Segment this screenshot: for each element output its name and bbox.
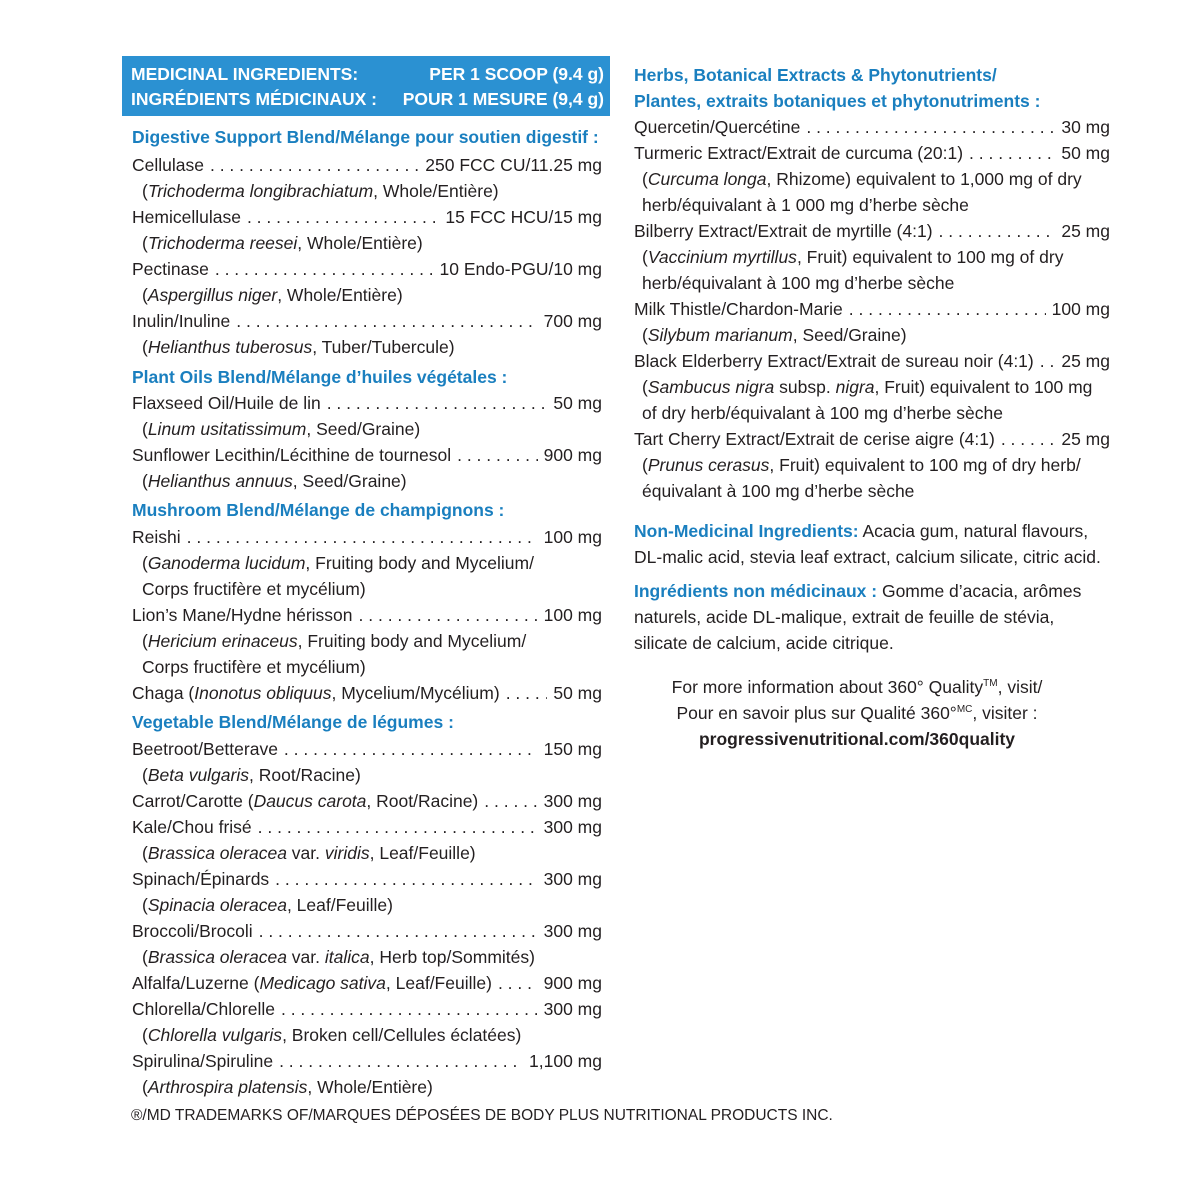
scientific-name: Sambucus nigra	[647, 377, 775, 397]
ingredient-source: (Aspergillus niger, Whole/Entière)	[142, 285, 403, 305]
leader-dots	[247, 204, 439, 230]
leader-dots	[215, 256, 434, 282]
ingredient-name: Chlorella/Chlorelle	[132, 999, 275, 1019]
scientific-name: Medicago sativa	[259, 973, 386, 993]
ingredient-source: (Brassica oleracea var. italica, Herb top/Sommités)	[142, 947, 535, 967]
variety-name: viridis	[324, 843, 370, 863]
ingredient-amount: 25 mg	[1061, 429, 1110, 449]
ingredient-source: (Helianthus annuus, Seed/Graine)	[142, 471, 407, 491]
scientific-name: Silybum marianum	[647, 325, 793, 345]
ingredient-source: (Sambucus nigra subsp. nigra, Fruit) equivalent to 100 mg	[642, 377, 1093, 397]
leader-dots	[457, 442, 538, 468]
header-serving-en: PER 1 SCOOP (9.4 g)	[429, 64, 604, 84]
scientific-name: Helianthus annuus	[147, 471, 293, 491]
ingredient-alfalfa	[132, 970, 602, 996]
mushroom-blend-title: Mushroom Blend/Mélange de champignons :	[132, 500, 505, 520]
ingredient-name: Broccoli/Brocoli	[132, 921, 253, 941]
ingredient-inulin	[132, 308, 602, 334]
ingredient-bilberry	[634, 218, 1110, 244]
non-medicinal-label-fr: Ingrédients non médicinaux :	[634, 581, 878, 601]
ingredient-source: (Vaccinium myrtillus, Fruit) equivalent to 100 mg of dry	[642, 247, 1064, 267]
ingredient-cellulase	[132, 152, 602, 178]
leader-dots	[187, 524, 538, 550]
ingredient-name: Kale/Chou frisé	[132, 817, 252, 837]
source-part: , Whole/Entière)	[297, 233, 423, 253]
scientific-name: Curcuma longa	[647, 169, 767, 189]
leader-dots	[498, 970, 538, 996]
ingredient-lions-mane	[132, 602, 602, 628]
source-part: , Leaf/Feuille)	[286, 895, 393, 915]
ingredient-name: Beetroot/Betterave	[132, 739, 278, 759]
ingredient-milk-thistle	[634, 296, 1110, 322]
ingredient-source: (Brassica oleracea var. viridis, Leaf/Feuille)	[142, 843, 476, 863]
ingredient-name: Pectinase	[132, 259, 209, 279]
ingredient-amount: 50 mg	[553, 393, 602, 413]
source-part: , Seed/Graine)	[292, 471, 407, 491]
non-medicinal-label-en: Non-Medicinal Ingredients:	[634, 521, 859, 541]
ingredient-hemicellulase	[132, 204, 602, 230]
leader-dots	[284, 736, 538, 762]
ingredient-name: Spirulina/Spiruline	[132, 1051, 274, 1071]
leader-dots	[327, 390, 548, 416]
ingredient-name: Tart Cherry Extract/Extrait de cerise aigre (4:1)	[634, 429, 995, 449]
leader-dots	[259, 918, 538, 944]
ingredient-name: Turmeric Extract/Extrait de curcuma (20:1)	[634, 143, 964, 163]
ingredient-quercetin	[634, 114, 1110, 140]
ingredient-amount: 100 mg	[543, 605, 602, 625]
ingredient-amount: 25 mg	[1061, 221, 1110, 241]
non-medicinal-ingredients-en: Non-Medicinal Ingredients: Acacia gum, natural flavours, DL-malic acid, stevia leaf extract, calcium silicate, citric acid.	[634, 521, 1101, 567]
ingredient-name: Spinach/Épinards	[132, 869, 270, 889]
plant-oils-blend-title: Plant Oils Blend/Mélange d’huiles végétales :	[132, 367, 508, 387]
scientific-name: Vaccinium myrtillus	[647, 247, 797, 267]
ingredient-amount: 30 mg	[1061, 117, 1110, 137]
ingredient-name: Flaxseed Oil/Huile de lin	[132, 393, 321, 413]
leader-dots	[806, 114, 1055, 140]
source-part: , Seed/Graine)	[792, 325, 907, 345]
digestive-blend-title: Digestive Support Blend/Mélange pour soutien digestif :	[132, 127, 599, 147]
source-part: , Broken cell/Cellules éclatées)	[282, 1025, 522, 1045]
ingredient-name: Hemicellulase	[132, 207, 241, 227]
scientific-name: Aspergillus niger	[147, 285, 278, 305]
ingredient-beetroot	[132, 736, 602, 762]
ingredient-name: Carrot/Carotte (Daucus carota, Root/Racine)	[132, 791, 479, 811]
ingredient-source: (Beta vulgaris, Root/Racine)	[142, 765, 361, 785]
quality-info-en: For more information about 360° Quality™, visit/	[671, 677, 1043, 697]
ingredient-source: (Spinacia oleracea, Leaf/Feuille)	[142, 895, 393, 915]
ingredient-amount: 150 mg	[543, 739, 602, 759]
scientific-name: Daucus carota	[253, 791, 367, 811]
header-row-english	[131, 62, 604, 87]
leader-dots	[849, 296, 1046, 322]
ingredient-amount: 900 mg	[543, 973, 602, 993]
ingredient-amount: 300 mg	[543, 921, 602, 941]
ingredient-name: Sunflower Lecithin/Lécithine de tournesol	[132, 445, 452, 465]
ingredient-amount: 300 mg	[543, 791, 602, 811]
ingredient-amount: 25 mg	[1061, 351, 1110, 371]
ingredient-amount: 1,100 mg	[529, 1051, 602, 1071]
leader-dots	[258, 814, 538, 840]
ingredient-chaga	[132, 680, 602, 706]
ingredient-source: (Hericium erinaceus, Fruiting body and Mycelium/	[142, 631, 527, 651]
ingredient-carrot	[132, 788, 602, 814]
quality-info	[618, 674, 1096, 752]
ingredient-name: Milk Thistle/Chardon-Marie	[634, 299, 843, 319]
source-part: , Whole/Entière)	[373, 181, 499, 201]
scientific-name: Hericium erinaceus	[147, 631, 298, 651]
ingredient-name: Chaga (Inonotus obliquus, Mycelium/Mycélium)	[132, 683, 500, 703]
ingredient-amount: 700 mg	[543, 311, 602, 331]
scientific-name: Trichoderma longibrachiatum	[147, 181, 374, 201]
ingredient-amount: 100 mg	[1051, 299, 1110, 319]
subspecies-name: nigra	[835, 377, 875, 397]
ingredient-amount: 300 mg	[543, 817, 602, 837]
ingredient-spirulina	[132, 1048, 602, 1074]
medicinal-ingredients-header	[122, 56, 610, 116]
ingredient-amount: 10 Endo-PGU/10 mg	[439, 259, 602, 279]
ingredient-source: (Trichoderma reesei, Whole/Entière)	[142, 233, 423, 253]
scientific-name: Linum usitatissimum	[147, 419, 307, 439]
ingredient-amount: 15 FCC HCU/15 mg	[445, 207, 602, 227]
leader-dots	[236, 308, 537, 334]
ingredient-tart-cherry	[634, 426, 1110, 452]
leader-dots	[210, 152, 419, 178]
source-part: , Fruit) equivalent to 100 mg	[874, 377, 1093, 397]
ingredient-source: (Prunus cerasus, Fruit) equivalent to 100 mg of dry herb/	[642, 455, 1081, 475]
ingredient-source-continued: of dry herb/équivalant à 100 mg d’herbe sèche	[642, 403, 1003, 423]
leader-dots	[484, 788, 537, 814]
leader-dots	[275, 866, 537, 892]
source-part: , Whole/Entière)	[277, 285, 403, 305]
source-part: , Root/Racine)	[249, 765, 361, 785]
leader-dots	[359, 602, 538, 628]
source-part: , Fruit) equivalent to 100 mg of dry herb/	[769, 455, 1081, 475]
ingredient-source: (Linum usitatissimum, Seed/Graine)	[142, 419, 421, 439]
quality-info-url[interactable]: progressivenutritional.com/360quality	[698, 729, 1016, 749]
ingredient-amount: 900 mg	[543, 445, 602, 465]
ingredient-name: Lion’s Mane/Hydne hérisson	[132, 605, 353, 625]
header-label-fr: INGRÉDIENTS MÉDICINAUX :	[131, 89, 377, 109]
herbs-section-title-en: Herbs, Botanical Extracts & Phytonutrients/	[634, 65, 997, 85]
herbs-section-title-fr: Plantes, extraits botaniques et phytonutriments :	[634, 91, 1041, 111]
ingredient-turmeric	[634, 140, 1110, 166]
ingredient-name: Black Elderberry Extract/Extrait de sureau noir (4:1)	[634, 351, 1034, 371]
ingredient-source-continued: Corps fructifère et mycélium)	[142, 657, 366, 677]
ingredient-name: Inulin/Inuline	[132, 311, 231, 331]
ingredient-sunflower-lecithin	[132, 442, 602, 468]
ingredient-name: Reishi	[132, 527, 181, 547]
quality-info-fr: Pour en savoir plus sur Qualité 360°$^{MC}$, visiter :	[676, 703, 1038, 723]
scientific-name: Arthrospira platensis	[147, 1077, 308, 1097]
ingredient-source: (Chlorella vulgaris, Broken cell/Cellules éclatées)	[142, 1025, 522, 1045]
scientific-name: Beta vulgaris	[147, 765, 249, 785]
ingredient-amount: 250 FCC CU/11.25 mg	[425, 155, 602, 175]
ingredient-source: (Helianthus tuberosus, Tuber/Tubercule)	[142, 337, 455, 357]
ingredient-amount: 100 mg	[543, 527, 602, 547]
ingredient-name: Alfalfa/Luzerne (Medicago sativa, Leaf/Feuille)	[132, 973, 492, 993]
source-part: , Fruiting body and Mycelium/	[297, 631, 527, 651]
source-part: , Tuber/Tubercule)	[312, 337, 455, 357]
source-part: , Leaf/Feuille)	[369, 843, 476, 863]
ingredient-source: (Ganoderma lucidum, Fruiting body and Mycelium/	[142, 553, 534, 573]
ingredient-name: Quercetin/Quercétine	[634, 117, 801, 137]
source-part: , Seed/Graine)	[306, 419, 421, 439]
ingredient-amount: 50 mg	[553, 683, 602, 703]
ingredient-amount: 300 mg	[543, 869, 602, 889]
leader-dots	[1001, 426, 1056, 452]
trademark-footer: ®/MD TRADEMARKS OF/MARQUES DÉPOSÉES DE BODY PLUS NUTRITIONAL PRODUCTS INC.	[131, 1107, 833, 1124]
leader-dots	[281, 996, 538, 1022]
scientific-name: Ganoderma lucidum	[147, 553, 306, 573]
ingredient-flaxseed-oil	[132, 390, 602, 416]
leader-dots	[939, 218, 1056, 244]
scientific-name: Helianthus tuberosus	[147, 337, 313, 357]
source-part: , Rhizome) equivalent to 1,000 mg of dry	[766, 169, 1082, 189]
source-part: , Fruiting body and Mycelium/	[305, 553, 534, 573]
scientific-name: Brassica oleracea	[147, 947, 287, 967]
ingredient-source-continued: Corps fructifère et mycélium)	[142, 579, 366, 599]
ingredient-amount: 50 mg	[1061, 143, 1110, 163]
ingredient-name: Cellulase	[132, 155, 204, 175]
ingredient-kale	[132, 814, 602, 840]
ingredient-amount: 300 mg	[543, 999, 602, 1019]
scientific-name: Spinacia oleracea	[147, 895, 287, 915]
header-serving-fr: POUR 1 MESURE (9,4 g)	[402, 89, 604, 109]
ingredient-source: (Silybum marianum, Seed/Graine)	[642, 325, 907, 345]
scientific-name: Chlorella vulgaris	[147, 1025, 283, 1045]
ingredient-source: (Arthrospira platensis, Whole/Entière)	[142, 1077, 433, 1097]
scientific-name: Trichoderma reesei	[147, 233, 298, 253]
ingredient-name: Bilberry Extract/Extrait de myrtille (4:1)	[634, 221, 933, 241]
source-part: , Whole/Entière)	[307, 1077, 433, 1097]
ingredient-chlorella	[132, 996, 602, 1022]
leader-dots	[506, 680, 548, 706]
ingredient-broccoli	[132, 918, 602, 944]
leader-dots	[279, 1048, 523, 1074]
ingredient-source-continued: équivalant à 100 mg d’herbe sèche	[642, 481, 915, 501]
ingredient-spinach	[132, 866, 602, 892]
scientific-name: Brassica oleracea	[147, 843, 287, 863]
ingredient-pectinase	[132, 256, 602, 282]
header-row-french	[131, 87, 604, 112]
variety-name: italica	[324, 947, 370, 967]
ingredient-source-continued: herb/équivalant à 100 mg d’herbe sèche	[642, 273, 955, 293]
header-label-en: MEDICINAL INGREDIENTS:	[131, 64, 359, 84]
ingredient-black-elderberry	[634, 348, 1110, 374]
ingredient-reishi	[132, 524, 602, 550]
leader-dots	[1040, 348, 1056, 374]
scientific-name: Inonotus obliquus	[194, 683, 332, 703]
leader-dots	[969, 140, 1055, 166]
ingredient-source-continued: herb/équivalant à 1 000 mg d’herbe sèche	[642, 195, 969, 215]
scientific-name: Prunus cerasus	[647, 455, 770, 475]
source-part: , Fruit) equivalent to 100 mg of dry	[796, 247, 1064, 267]
vegetable-blend-title: Vegetable Blend/Mélange de légumes :	[132, 712, 454, 732]
non-medicinal-ingredients-fr: Ingrédients non médicinaux : Gomme d’acacia, arômes naturels, acide DL-malique, extrait de feuille de stévia, silicate de calcium, acide citrique.	[634, 581, 1082, 653]
source-part: , Herb top/Sommités)	[369, 947, 535, 967]
ingredient-source: (Trichoderma longibrachiatum, Whole/Entière)	[142, 181, 499, 201]
ingredient-source: (Curcuma longa, Rhizome) equivalent to 1,000 mg of dry	[642, 169, 1082, 189]
